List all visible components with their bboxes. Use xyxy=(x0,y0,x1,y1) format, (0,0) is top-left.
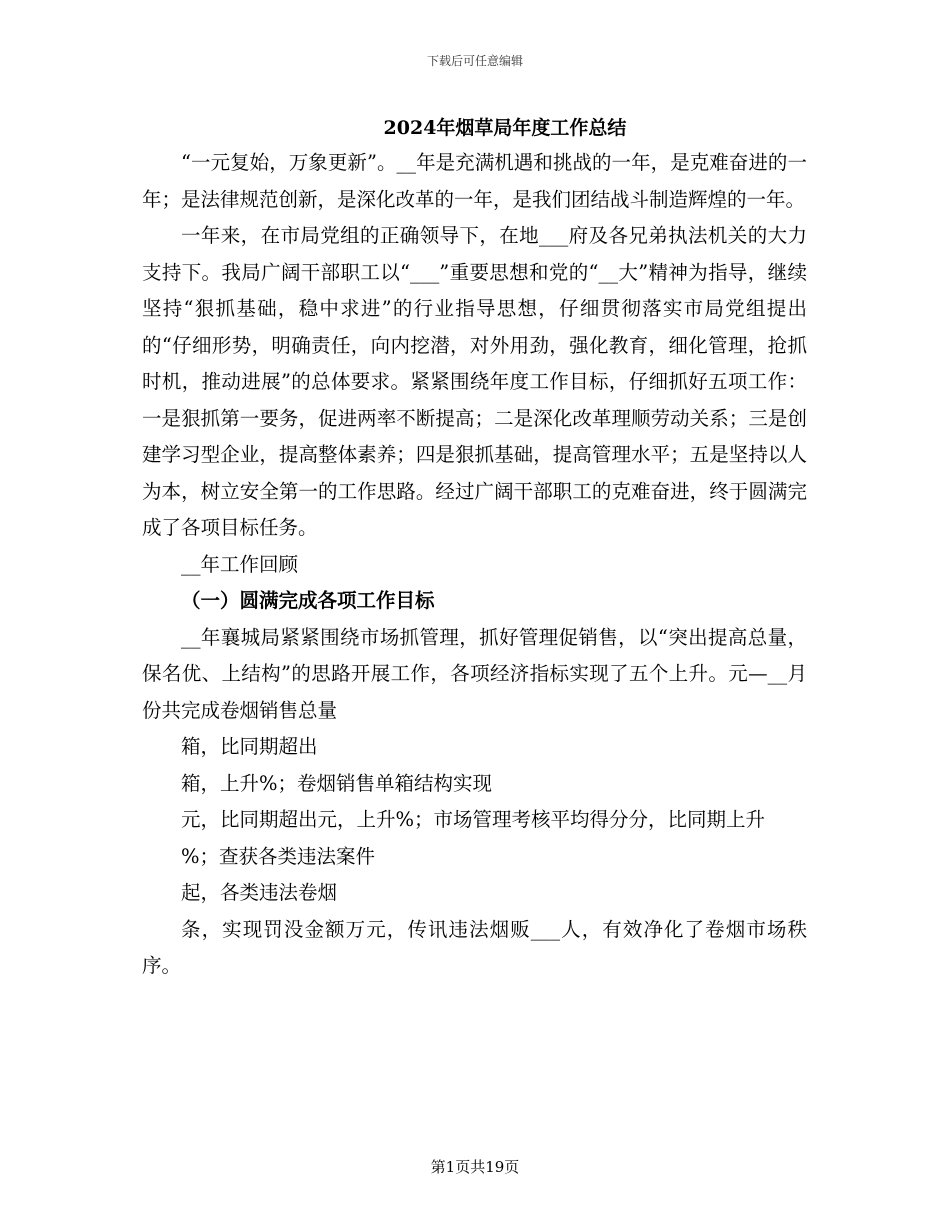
page-header-note: 下载后可任意编辑 xyxy=(426,54,523,68)
paragraph-sales: __年襄城局紧紧围绕市场抓管理，抓好管理促销售，以“突出提高总量，保名优、上结构”的思路开展工作，各项经济指标实现了五个上升。元—__月份共完成卷烟销售总量 xyxy=(142,625,807,722)
document-body xyxy=(142,145,807,985)
paragraph-market: 元，比同期超出元，上升%；市场管理考核平均得分分，比同期上升 xyxy=(181,808,766,831)
paragraph-overview: 一年来，在市局党组的正确领导下，在地___府及各兄弟执法机关的大力支持下。我局广阔干部职工以“___”重要思想和党的“__大”精神为指导，继续坚持“狠抓基础，稳中求进”的行业指导思想，仔细贯彻落实市局党组提出的“仔细形势，明确责任，向内挖潜，对外用劲，强化教育，细化管理，抢抓时机，推动进展”的总体要求。紧紧围绕年度工作目标，仔细抓好五项工作：一是狠抓第一要务，促进两率不断提高；二是深化改革理顺劳动关系；三是创建学习型企业，提高整体素养；四是狠抓基础，提高管理水平；五是坚持以人为本，树立安全第一的工作思路。经过广阔干部职工的克难奋进，终于圆满完成了各项目标任务。 xyxy=(142,224,807,539)
paragraph-review-heading: __年工作回顾 xyxy=(181,552,299,576)
document-title: 2024年烟草局年度工作总结 xyxy=(383,117,627,139)
paragraph-structure: 箱，上升%；卷烟销售单箱结构实现 xyxy=(181,771,493,795)
paragraph-cases: %；查获各类违法案件 xyxy=(181,844,376,868)
paragraph-intro: “一元复始，万象更新”。__年是充满机遇和挑战的一年，是克难奋进的一年；是法律规范创新，是深化改革的一年，是我们团结战斗制造辉煌的一年。 xyxy=(142,151,807,211)
paragraph-illegal: 起，各类违法卷烟 xyxy=(181,881,338,904)
paragraph-penalty: 条，实现罚没金额万元，传讯违法烟贩___人，有效净化了卷烟市场秩序。 xyxy=(142,917,807,977)
paragraph-boxes: 箱，比同期超出 xyxy=(181,735,318,758)
page-number: 第1页共19页 xyxy=(430,1158,520,1176)
section-heading-1: （一）圆满完成各项工作目标 xyxy=(181,589,435,612)
